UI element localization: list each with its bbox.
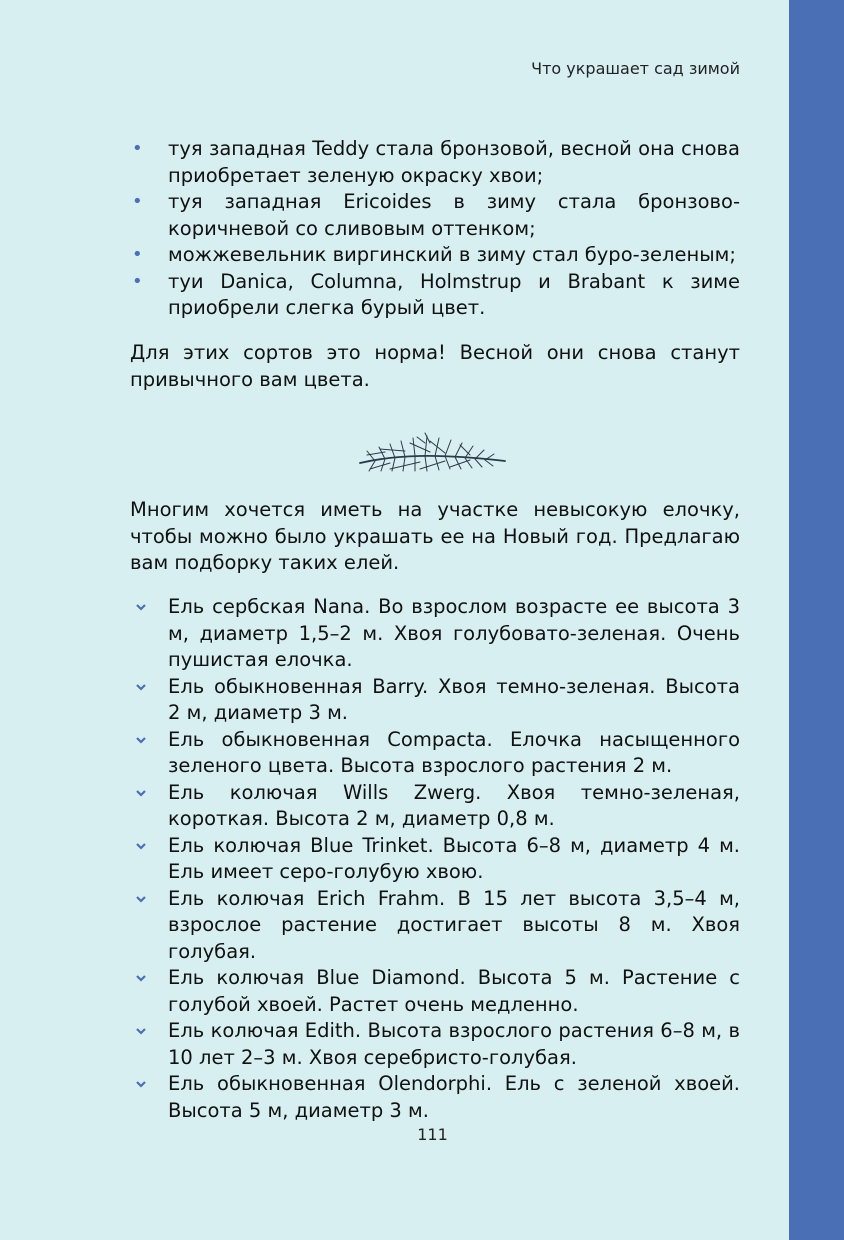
list-item-text: туя западная Teddy стала бронзовой, весной она снова приобретает зеленую окраску хвои; <box>168 137 740 187</box>
list-item <box>130 136 740 189</box>
bullet-dot-icon: • <box>132 270 143 292</box>
list-item-text: туя западная Ericoides в зиму стала бронзово-коричневой со сливовым оттенком; <box>168 190 740 240</box>
list-item <box>130 1018 740 1071</box>
norm-paragraph-block <box>130 340 740 393</box>
color-change-section <box>130 136 740 322</box>
chevron-down-icon <box>135 734 147 746</box>
list-item <box>130 674 740 727</box>
list-item <box>130 594 740 674</box>
norm-paragraph: Для этих сортов это норма! Весной они снова станут привычного вам цвета. <box>130 341 740 391</box>
chevron-down-icon <box>135 1078 147 1090</box>
side-color-band <box>789 0 844 1240</box>
bullet-dot-icon: • <box>132 244 143 265</box>
page-number: 111 <box>417 1125 448 1144</box>
list-item <box>130 833 740 886</box>
chevron-down-icon <box>135 840 147 852</box>
list-item-text: можжевельник виргинский в зиму стал буро-зеленым; <box>168 243 736 266</box>
bullet-dot-icon: • <box>132 191 143 212</box>
chevron-down-icon <box>135 787 147 799</box>
list-item <box>130 1071 740 1124</box>
chevron-down-icon <box>135 601 147 613</box>
chevron-down-icon <box>135 972 147 984</box>
list-item <box>130 886 740 966</box>
spruce-branch-icon <box>355 425 510 480</box>
list-item-text: Ель колючая Wills Zwerg. Хвоя темно-зеленая, короткая. Высота 2 м, диаметр 0,8 м. <box>168 780 740 830</box>
spruce-section <box>130 594 740 1124</box>
list-item <box>130 189 740 242</box>
running-head: Что украшает сад зимой <box>531 59 740 78</box>
list-item <box>130 727 740 780</box>
list-item-text: Ель обыкновенная Olendorphi. Ель с зеленой хвоей. Высота 5 м, диаметр 3 м. <box>168 1072 740 1122</box>
list-item-text: Ель колючая Erich Frahm. В 15 лет высота 3,5–4 м, взрослое растение достигает высоты 8 м. Хвоя голубая. <box>168 886 740 963</box>
chevron-down-icon <box>135 893 147 905</box>
list-item-text: Ель обыкновенная Barry. Хвоя темно-зеленая. Высота 2 м, диаметр 3 м. <box>168 674 740 724</box>
list-item-text: Ель обыкновенная Compacta. Елочка насыщенного зеленого цвета. Высота взрослого растения 2 м. <box>168 727 740 777</box>
chevron-down-icon <box>135 1025 147 1037</box>
color-change-list <box>130 136 740 322</box>
list-item <box>130 780 740 833</box>
bullet-dot-icon: • <box>132 138 143 159</box>
list-item-text: Ель колючая Edith. Высота взрослого растения 6–8 м, в 10 лет 2–3 м. Хвоя серебристо-голубая. <box>168 1019 740 1069</box>
list-item <box>130 269 740 322</box>
list-item-text: Ель колючая Blue Trinket. Высота 6–8 м, диаметр 4 м. Ель имеет серо-голубую хвою. <box>168 833 740 883</box>
list-item-text: Ель колючая Blue Diamond. Высота 5 м. Растение с голубой хвоей. Растет очень медленно. <box>168 966 740 1016</box>
intro-paragraph-block <box>130 497 740 577</box>
list-item-text: Ель сербская Nana. Во взрослом возрасте ее высота 3 м, диаметр 1,5–2 м. Хвоя голубовато-зеленая. Очень пушистая елочка. <box>168 595 740 671</box>
list-item-text: туи Danica, Columna, Holmstrup и Brabant к зиме приобрели слегка бурый цвет. <box>168 269 740 319</box>
list-item <box>130 965 740 1018</box>
intro-paragraph: Многим хочется иметь на участке невысокую елочку, чтобы можно было украшать ее на Новый год. Предлагаю вам подборку таких елей. <box>130 498 740 574</box>
spruce-list <box>130 594 740 1124</box>
chevron-down-icon <box>135 681 147 693</box>
list-item <box>130 242 740 269</box>
